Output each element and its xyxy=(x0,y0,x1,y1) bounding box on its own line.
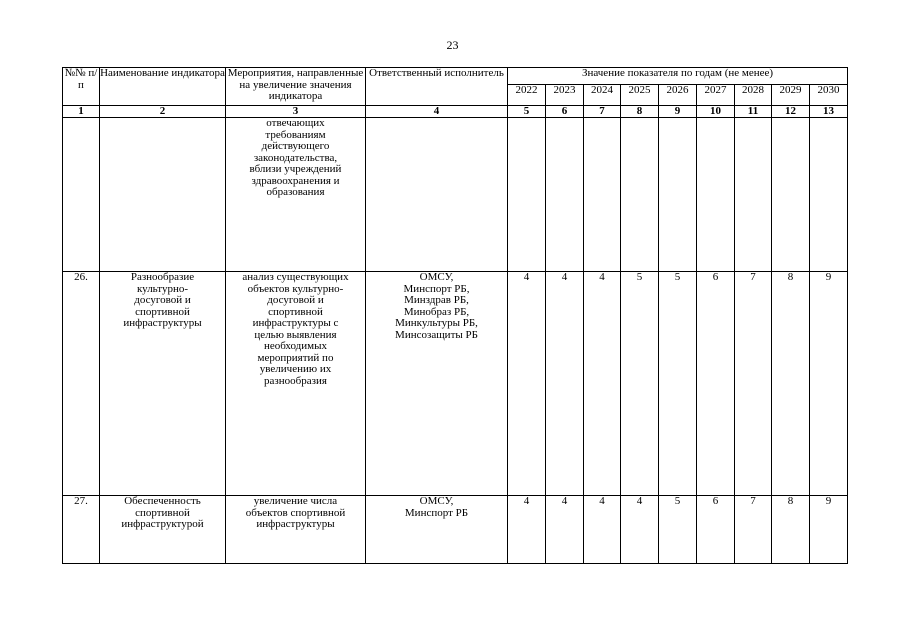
text-line: ОМСУ, xyxy=(419,495,454,507)
value-cell: 6 xyxy=(697,496,735,564)
header-row xyxy=(63,68,848,85)
text-line: спортивной xyxy=(135,506,190,519)
indicator-table xyxy=(62,67,848,564)
value-cell: 8 xyxy=(772,272,810,496)
header-name: Наименование индикатора xyxy=(100,68,226,106)
column-number: 12 xyxy=(772,106,810,118)
text-line: разнообразия xyxy=(264,374,327,387)
responsible-text xyxy=(366,496,508,564)
value-cell: 4 xyxy=(508,496,546,564)
value-cell: 4 xyxy=(546,272,584,496)
column-number: 1 xyxy=(63,106,100,118)
text-line: инфраструктурой xyxy=(121,518,204,531)
text-line: инфраструктуры xyxy=(256,518,335,531)
value-cell xyxy=(735,118,772,272)
text-line: объектов культурно- xyxy=(247,282,344,295)
text-line: требованиям xyxy=(265,128,326,141)
value-cell: 6 xyxy=(697,272,735,496)
text-line: отвечающих xyxy=(266,117,325,129)
year-header: 2022 xyxy=(508,85,546,106)
value-cell: 4 xyxy=(546,496,584,564)
column-number: 2 xyxy=(100,106,226,118)
text-line: досуговой и xyxy=(134,294,191,307)
responsible-text xyxy=(366,272,508,496)
text-line: мероприятий по xyxy=(257,351,334,364)
text-line: вблизи учреждений xyxy=(249,163,342,176)
text-line: культурно- xyxy=(136,282,188,295)
measures-text xyxy=(226,496,366,564)
column-number: 13 xyxy=(810,106,848,118)
value-cell: 7 xyxy=(735,272,772,496)
text-line: Минспорт РБ xyxy=(404,506,469,519)
value-cell xyxy=(584,118,621,272)
value-cell: 9 xyxy=(810,496,848,564)
year-header: 2026 xyxy=(659,85,697,106)
value-cell xyxy=(810,118,848,272)
text-line: Минкультуры РБ, xyxy=(395,317,478,330)
text-line: законодательства, xyxy=(253,151,338,164)
text-line: необходимых xyxy=(263,340,328,353)
column-number: 8 xyxy=(621,106,659,118)
row-number: 27. xyxy=(63,496,100,564)
indicator-name xyxy=(100,118,226,272)
value-cell: 4 xyxy=(584,496,621,564)
value-cell: 9 xyxy=(810,272,848,496)
value-cell xyxy=(659,118,697,272)
text-line: досуговой и xyxy=(267,294,324,307)
column-number: 9 xyxy=(659,106,697,118)
text-line: здравоохранения и xyxy=(251,174,340,187)
value-cell: 4 xyxy=(584,272,621,496)
indicator-name xyxy=(100,496,226,564)
row-number: 26. xyxy=(63,272,100,496)
text-line: ОМСУ, xyxy=(419,271,454,283)
value-cell xyxy=(508,118,546,272)
text-line: Обеспеченность xyxy=(124,495,201,507)
responsible-text xyxy=(366,118,508,272)
year-header: 2028 xyxy=(735,85,772,106)
header-responsible: Ответственный исполнитель xyxy=(366,68,508,106)
text-line: спортивной xyxy=(268,305,323,318)
column-number: 10 xyxy=(697,106,735,118)
page-number: 23 xyxy=(446,38,459,52)
indicator-name xyxy=(100,272,226,496)
text-line: Разнообразие xyxy=(130,271,195,283)
value-cell: 5 xyxy=(621,272,659,496)
text-line: инфраструктуры xyxy=(123,317,202,330)
value-cell xyxy=(697,118,735,272)
text-line: действующего xyxy=(261,140,330,153)
text-line: Минобраз РБ, xyxy=(403,305,470,318)
value-cell: 5 xyxy=(659,272,697,496)
year-header: 2030 xyxy=(810,85,848,106)
header-measures: Мероприятия, направленные на увеличение значения индикатора xyxy=(226,68,366,106)
row-number xyxy=(63,118,100,272)
value-cell xyxy=(546,118,584,272)
year-header: 2023 xyxy=(546,85,584,106)
value-cell: 4 xyxy=(508,272,546,496)
column-number: 7 xyxy=(584,106,621,118)
text-line: объектов спортивной xyxy=(245,506,346,519)
text-line: анализ существующих xyxy=(242,271,349,283)
text-line: увеличению их xyxy=(259,363,332,376)
measures-text xyxy=(226,118,366,272)
text-line: Минспорт РБ, xyxy=(403,282,470,295)
header-num: №№ п/п xyxy=(63,68,100,106)
year-header: 2024 xyxy=(584,85,621,106)
text-line: образования xyxy=(266,186,325,199)
table-row xyxy=(63,272,848,496)
value-cell: 5 xyxy=(659,496,697,564)
value-cell: 4 xyxy=(621,496,659,564)
year-header: 2025 xyxy=(621,85,659,106)
text-line: целью выявления xyxy=(254,328,337,341)
year-header: 2029 xyxy=(772,85,810,106)
column-number: 3 xyxy=(226,106,366,118)
value-cell xyxy=(772,118,810,272)
column-number: 5 xyxy=(508,106,546,118)
text-line: увеличение числа xyxy=(253,495,338,507)
year-header: 2027 xyxy=(697,85,735,106)
header-values-group: Значение показателя по годам (не менее) xyxy=(508,68,848,85)
column-number: 11 xyxy=(735,106,772,118)
value-cell: 7 xyxy=(735,496,772,564)
column-number: 4 xyxy=(366,106,508,118)
column-number: 6 xyxy=(546,106,584,118)
table-row xyxy=(63,496,848,564)
text-line: Минздрав РБ, xyxy=(404,294,469,307)
value-cell: 8 xyxy=(772,496,810,564)
value-cell xyxy=(621,118,659,272)
column-number-row xyxy=(63,106,848,118)
text-line: инфраструктуры с xyxy=(252,317,339,330)
text-line: Минсозащиты РБ xyxy=(395,328,478,341)
text-line: спортивной xyxy=(135,305,190,318)
measures-text xyxy=(226,272,366,496)
table-row xyxy=(63,118,848,272)
